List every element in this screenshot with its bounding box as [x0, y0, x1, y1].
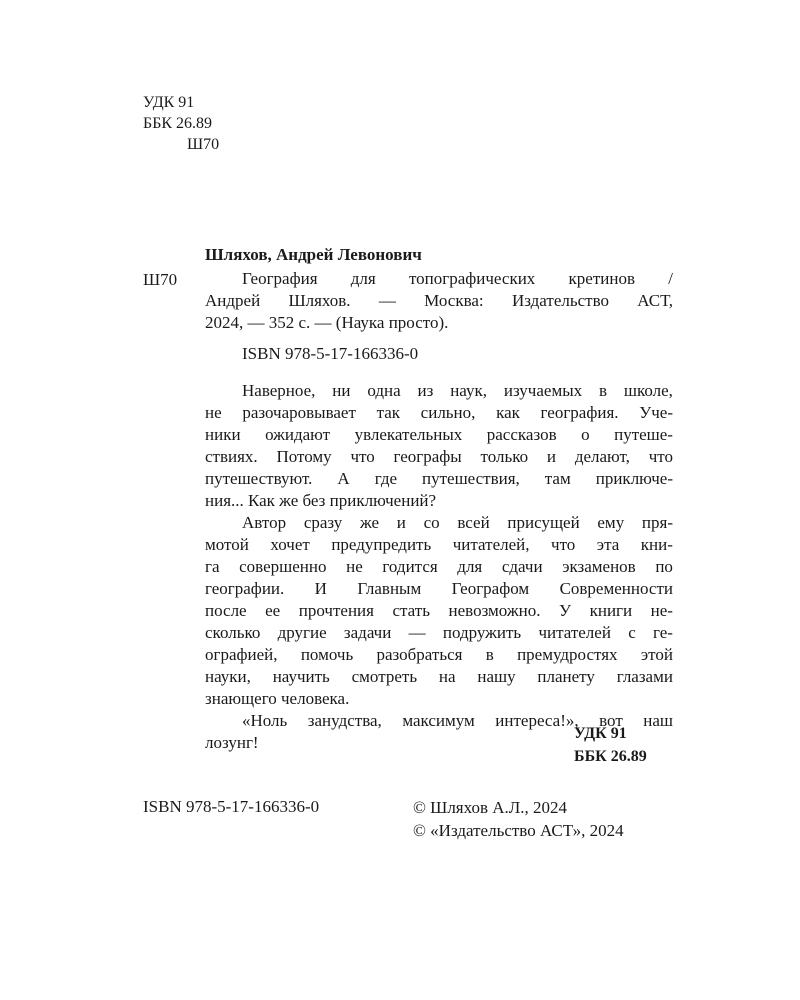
- annotation-line: [205, 534, 673, 556]
- annotation-word: только: [480, 447, 529, 466]
- annotation-word: путешествуют.: [205, 469, 313, 488]
- annotation-word: что: [648, 447, 673, 466]
- biblio-line-title: [205, 268, 673, 290]
- annotation-word: всей: [457, 513, 490, 532]
- annotation-word: ствиях.: [205, 447, 258, 466]
- biblio-word: кретинов: [568, 269, 636, 288]
- annotation-word: Потому: [276, 447, 332, 466]
- annotation-word: в: [598, 381, 608, 400]
- bottom-classification-codes: [574, 722, 647, 768]
- annotation-word: подружить: [442, 623, 522, 642]
- annotation-word: на: [438, 667, 456, 686]
- annotation-word: стать: [392, 601, 430, 620]
- biblio-word: Издательство: [511, 291, 609, 310]
- copyright-block: [413, 796, 624, 842]
- annotation-word: увлекательных: [354, 425, 463, 444]
- isbn-footer: ISBN 978-5-17-166336-0: [143, 797, 320, 816]
- annotation-word: и: [546, 447, 557, 466]
- annotation-word: планету: [537, 667, 595, 686]
- annotation-word: «Ноль: [242, 711, 288, 730]
- annotation-word: после: [205, 601, 247, 620]
- annotation-word: книги: [589, 601, 633, 620]
- annotation-word: ографией,: [205, 645, 278, 664]
- annotation-word: вот: [599, 711, 623, 730]
- annotation-line: ния... Как же без приключений?: [205, 491, 437, 510]
- annotation-word: наук,: [450, 381, 487, 400]
- annotation-word: сколько: [205, 623, 261, 642]
- annotation-word: как: [496, 403, 520, 422]
- annotation-word: Автор: [242, 513, 287, 532]
- annotation-word: другие: [277, 623, 327, 642]
- biblio-word: —: [378, 291, 396, 310]
- annotation-word: максимум: [402, 711, 475, 730]
- annotation-word: га: [205, 557, 220, 576]
- annotation-word: экзаменов: [562, 557, 636, 576]
- annotation-line: [205, 446, 673, 468]
- annotation-word: помочь: [300, 645, 354, 664]
- annotation-word: совершенно: [239, 557, 327, 576]
- annotation-line: [205, 380, 673, 402]
- annotation-word: ге-: [652, 623, 673, 642]
- udk-code-bold: УДК 91: [574, 725, 627, 742]
- annotation-line: [205, 666, 673, 688]
- top-classification-codes: [143, 92, 219, 155]
- annotation-word: эта: [596, 535, 620, 554]
- annotation-word: присущей: [507, 513, 580, 532]
- annotation-line: [205, 600, 673, 622]
- annotation-line: знающего человека.: [205, 689, 350, 708]
- annotation-word: кни-: [640, 535, 673, 554]
- author-heading: Шляхов, Андрей Левонович: [205, 245, 422, 264]
- biblio-word: топографических: [408, 269, 536, 288]
- annotation-word: Главным: [357, 579, 422, 598]
- annotation-word: мотой: [205, 535, 249, 554]
- annotation-word: науки,: [205, 667, 251, 686]
- annotation-word: годится: [382, 557, 438, 576]
- annotation-word: ожидают: [265, 425, 331, 444]
- cutter-code: Ш70: [187, 136, 220, 153]
- annotation-word: разобраться: [376, 645, 463, 664]
- biblio-line-publisher: [205, 290, 673, 312]
- annotation-line: [205, 424, 673, 446]
- annotation-word: А: [337, 469, 350, 488]
- annotation-word: делают,: [574, 447, 630, 466]
- annotation-word: смотреть: [351, 667, 418, 686]
- biblio-word: АСТ,: [637, 291, 673, 310]
- annotation-word: этой: [640, 645, 673, 664]
- annotation-word: географы: [393, 447, 462, 466]
- annotation-word: —: [408, 623, 426, 642]
- annotation-text: [205, 380, 673, 754]
- annotation-word: прочтения: [298, 601, 374, 620]
- copyright-author: © Шляхов А.Л., 2024: [413, 798, 568, 817]
- annotation-line: [205, 556, 673, 578]
- annotation-word: и: [396, 513, 406, 532]
- annotation-word: из: [417, 381, 434, 400]
- annotation-word: приключе-: [595, 469, 673, 488]
- annotation-word: интереса!»,: [495, 711, 579, 730]
- annotation-word: читателей,: [452, 535, 530, 554]
- annotation-line: лозунг!: [205, 733, 259, 752]
- biblio-line-series: 2024, — 352 с. — (Наука просто).: [205, 313, 449, 332]
- annotation-word: Географом: [451, 579, 530, 598]
- annotation-word: сильно,: [420, 403, 476, 422]
- biblio-word: Шляхов.: [288, 291, 351, 310]
- record-cutter-code: Ш70: [143, 270, 178, 289]
- biblio-word: /: [668, 269, 673, 288]
- annotation-word: разочаровывает: [242, 403, 356, 422]
- annotation-word: не: [205, 403, 222, 422]
- annotation-word: школе,: [623, 381, 673, 400]
- annotation-word: ему: [597, 513, 625, 532]
- annotation-line: [205, 644, 673, 666]
- annotation-line: [205, 622, 673, 644]
- annotation-word: глазами: [616, 667, 673, 686]
- annotation-line: [205, 512, 673, 534]
- bbk-code: ББК 26.89: [143, 115, 213, 132]
- biblio-word: Москва:: [424, 291, 484, 310]
- biblio-word: Андрей: [205, 291, 261, 310]
- annotation-word: одна: [367, 381, 401, 400]
- udk-code: УДК 91: [143, 94, 195, 111]
- annotation-word: ее: [265, 601, 281, 620]
- annotation-word: сдачи: [501, 557, 543, 576]
- annotation-word: невозможно.: [448, 601, 541, 620]
- isbn-record: ISBN 978-5-17-166336-0: [242, 344, 419, 363]
- annotation-word: Уче-: [639, 403, 673, 422]
- annotation-word: сразу: [303, 513, 343, 532]
- annotation-word: путеше-: [614, 425, 673, 444]
- annotation-word: не-: [650, 601, 673, 620]
- annotation-line: [205, 578, 673, 600]
- annotation-word: для: [457, 557, 483, 576]
- annotation-word: задачи: [343, 623, 392, 642]
- annotation-word: И: [314, 579, 327, 598]
- annotation-word: премудростях: [517, 645, 618, 664]
- biblio-word: География: [242, 269, 318, 288]
- annotation-line: [205, 468, 673, 490]
- annotation-word: пря-: [641, 513, 673, 532]
- copyright-publisher: © «Издательство АСТ», 2024: [413, 821, 624, 840]
- annotation-word: занудства,: [307, 711, 382, 730]
- annotation-word: не: [346, 557, 363, 576]
- annotation-word: по: [655, 557, 673, 576]
- annotation-word: предупредить: [331, 535, 432, 554]
- bibliographic-description: [205, 268, 673, 334]
- annotation-word: что: [350, 447, 375, 466]
- annotation-word: в: [485, 645, 494, 664]
- annotation-word: рассказов: [486, 425, 557, 444]
- annotation-word: же: [359, 513, 380, 532]
- annotation-word: что: [551, 535, 576, 554]
- annotation-line: [205, 402, 673, 424]
- annotation-word: наш: [643, 711, 673, 730]
- annotation-word: с: [628, 623, 636, 642]
- annotation-word: со: [423, 513, 440, 532]
- annotation-word: Наверное,: [242, 381, 316, 400]
- annotation-word: географии.: [205, 579, 285, 598]
- annotation-word: ники: [205, 425, 241, 444]
- annotation-word: там: [544, 469, 571, 488]
- annotation-word: где: [374, 469, 398, 488]
- annotation-word: научить: [272, 667, 330, 686]
- biblio-word: для: [350, 269, 376, 288]
- annotation-word: путешествия,: [422, 469, 520, 488]
- annotation-word: У: [559, 601, 572, 620]
- annotation-word: ни: [332, 381, 351, 400]
- bbk-code-bold: ББК 26.89: [574, 748, 647, 765]
- annotation-word: хочет: [270, 535, 310, 554]
- annotation-word: изучаемых: [503, 381, 583, 400]
- annotation-word: нашу: [477, 667, 516, 686]
- annotation-word: о: [581, 425, 590, 444]
- annotation-word: Современности: [559, 579, 673, 598]
- annotation-word: так: [376, 403, 401, 422]
- annotation-word: читателей: [538, 623, 611, 642]
- annotation-word: география.: [540, 403, 619, 422]
